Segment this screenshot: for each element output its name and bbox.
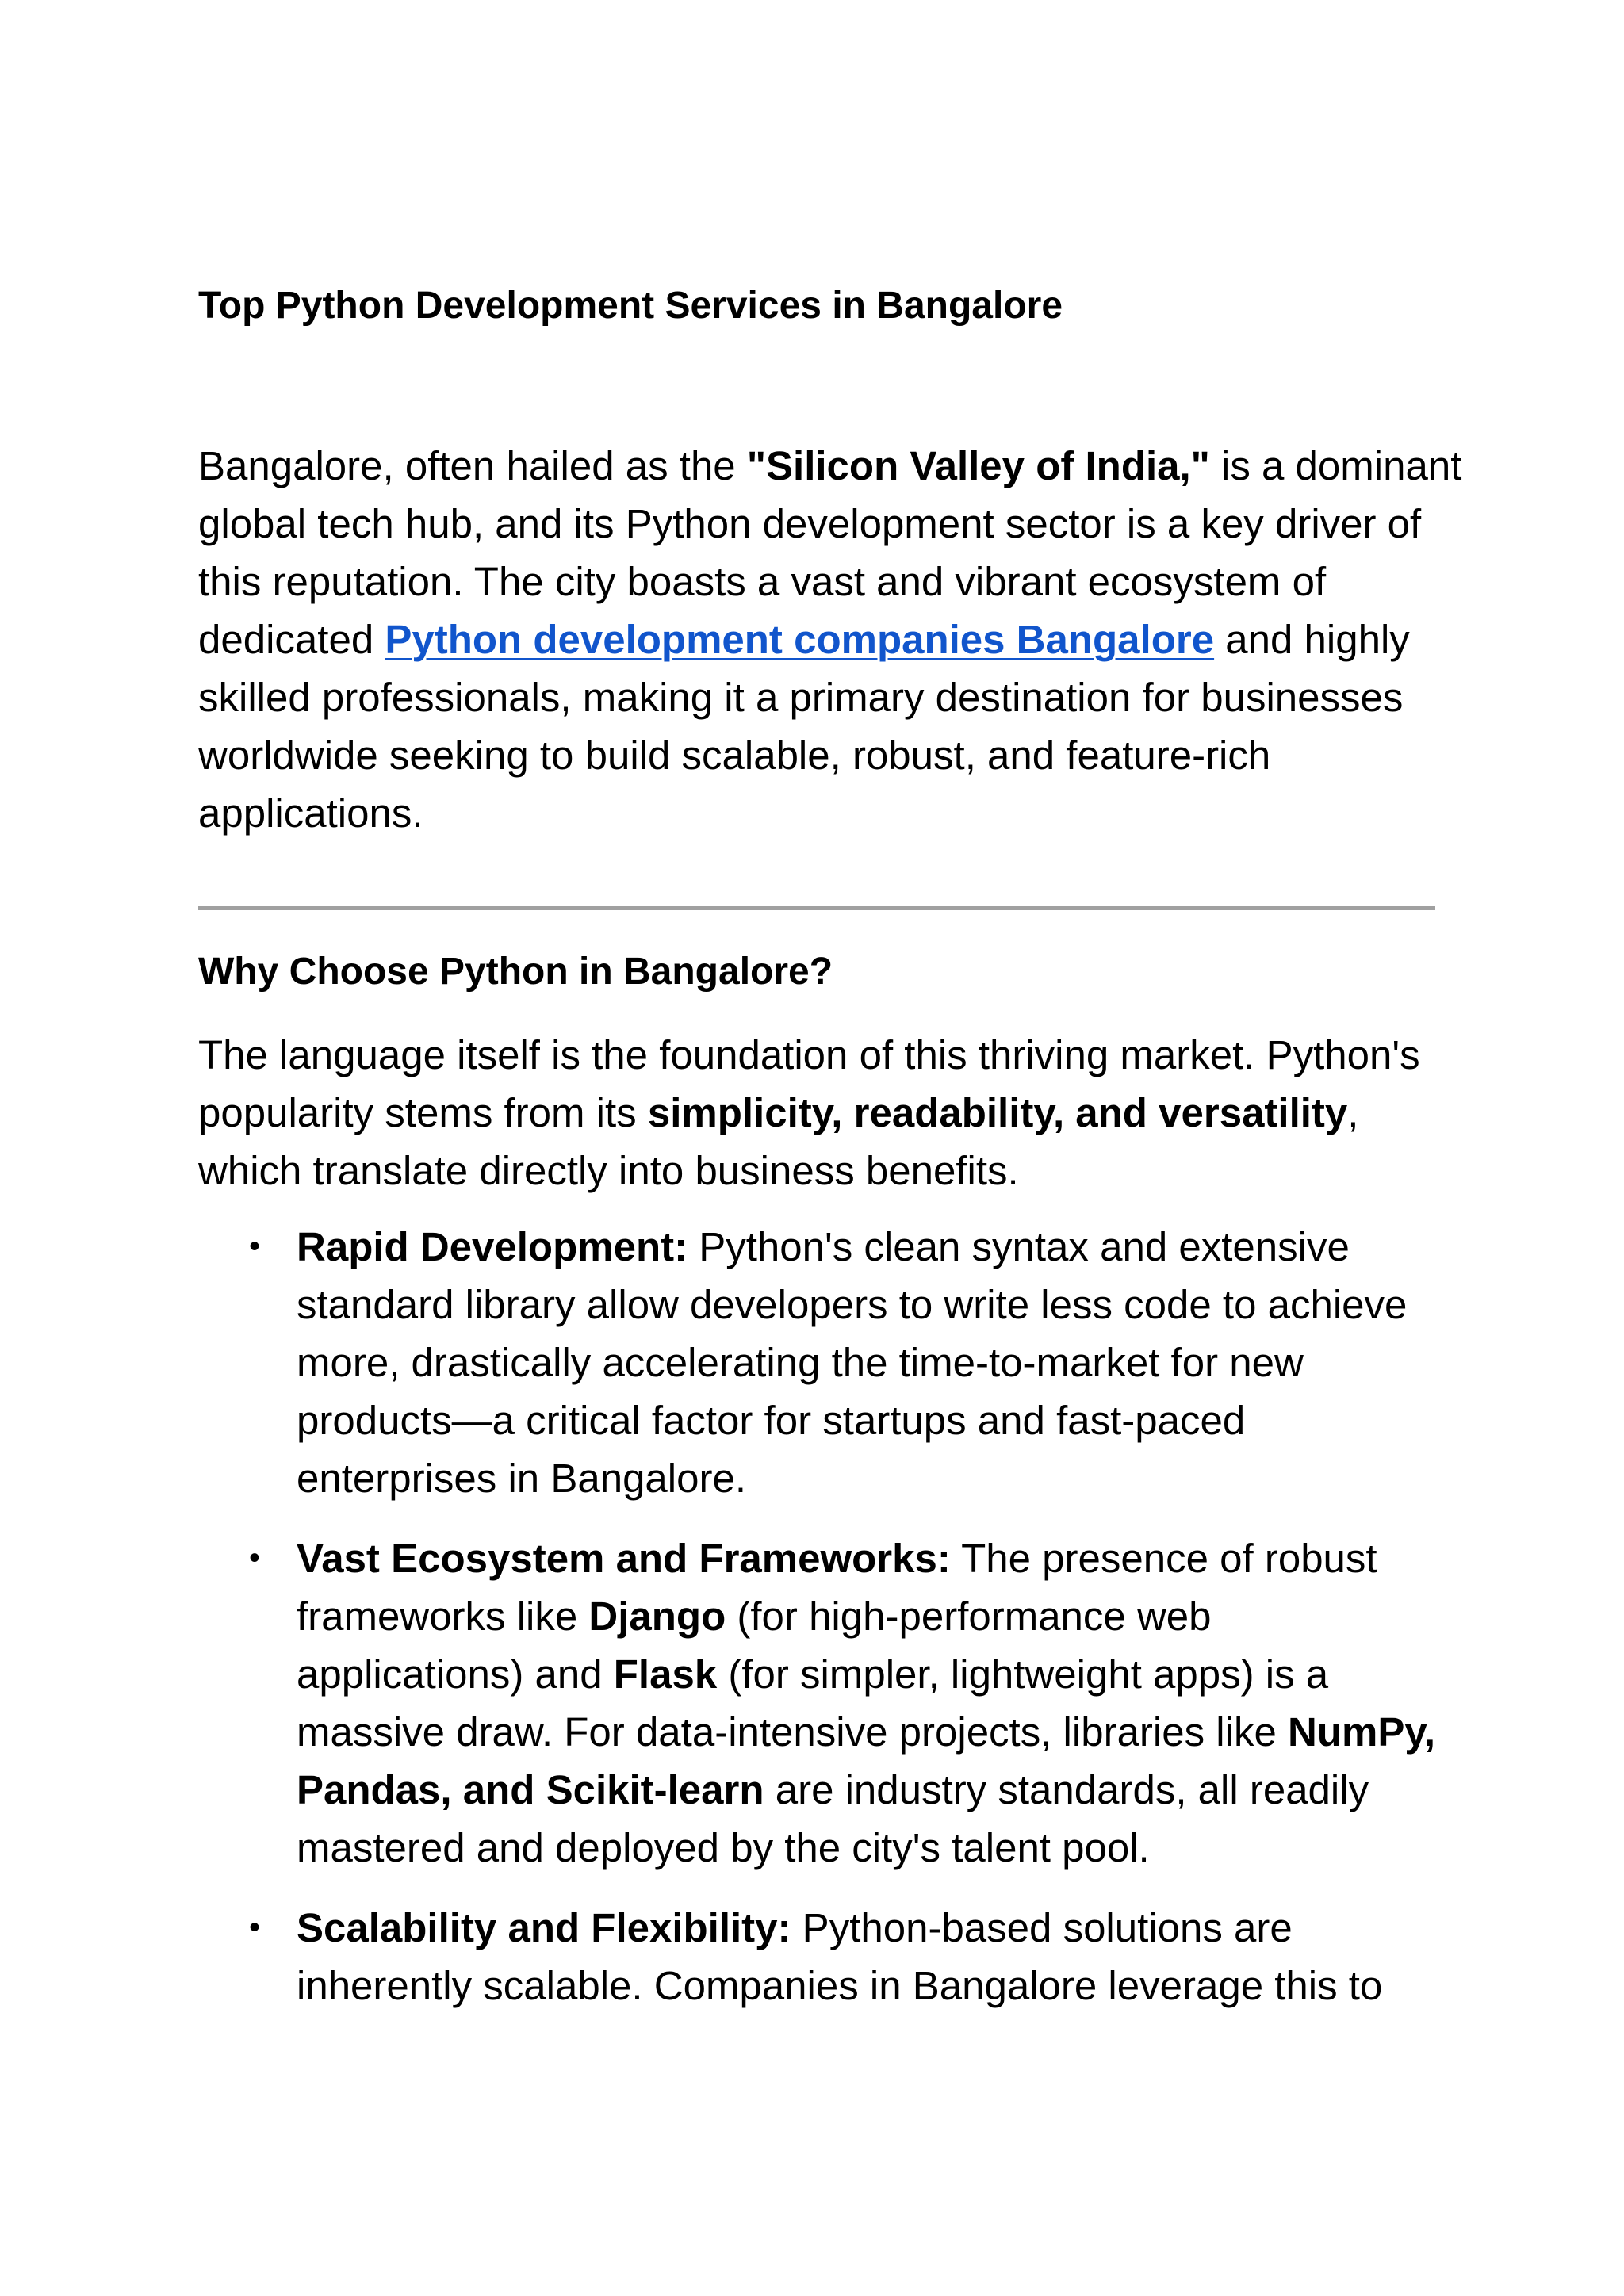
- intro-line: global tech hub, and its Python development sector is a key driver of: [198, 501, 1422, 546]
- bullet-text: applications) and: [297, 1651, 614, 1697]
- document-title: Top Python Development Services in Bangalore: [198, 285, 1063, 327]
- intro-text: and highly: [1214, 617, 1410, 662]
- section-text: ,: [1347, 1090, 1359, 1135]
- bullet-line: [297, 1587, 1442, 1645]
- bullet-text: frameworks like: [297, 1594, 589, 1639]
- intro-line: [198, 610, 1442, 668]
- bullet-line: mastered and deployed by the city's talent pool.: [297, 1825, 1150, 1870]
- section-line: [198, 1084, 1442, 1142]
- intro-line: worldwide seeking to build scalable, robust, and feature-rich: [198, 733, 1271, 778]
- intro-line: this reputation. The city boasts a vast and vibrant ecosystem of: [198, 559, 1327, 604]
- bullet-bold: Django: [588, 1594, 726, 1639]
- bullet-icon: •: [249, 1540, 261, 1575]
- bullet-label: Vast Ecosystem and Frameworks:: [297, 1536, 951, 1581]
- bullet-text: Python-based solutions are: [791, 1905, 1293, 1950]
- section-text: popularity stems from its: [198, 1090, 648, 1135]
- intro-paragraph: [198, 437, 1462, 842]
- bullet-line: enterprises in Bangalore.: [297, 1456, 747, 1501]
- list-item: [198, 1899, 1442, 2015]
- intro-line: [198, 437, 1462, 495]
- bullet-text: (for high-performance web: [726, 1594, 1212, 1639]
- bullet-line: [297, 1899, 1442, 1957]
- intro-text: dedicated: [198, 617, 385, 662]
- horizontal-divider: [198, 906, 1435, 910]
- bullet-bold: NumPy,: [1287, 1709, 1436, 1755]
- bullet-text: The presence of robust: [950, 1536, 1377, 1581]
- intro-text: Bangalore, often hailed as the: [198, 443, 747, 488]
- intro-line: skilled professionals, making it a primary destination for businesses: [198, 675, 1404, 720]
- section-paragraph: [198, 1026, 1442, 1200]
- bullet-line: [297, 1645, 1442, 1703]
- intro-text: is a dominant: [1209, 443, 1462, 488]
- bullet-line: [297, 1761, 1442, 1819]
- bullet-line: more, drastically accelerating the time-to-market for new: [297, 1340, 1304, 1385]
- bullet-line: products—a critical factor for startups and fast-paced: [297, 1398, 1246, 1443]
- bullet-icon: •: [249, 1910, 261, 1945]
- bullet-text: are industry standards, all readily: [764, 1767, 1369, 1812]
- intro-line: applications.: [198, 790, 423, 836]
- section-heading: Why Choose Python in Bangalore?: [198, 951, 833, 993]
- section-line: which translate directly into business benefits.: [198, 1148, 1019, 1193]
- bullet-text: massive draw. For data-intensive projects, libraries like: [297, 1709, 1288, 1755]
- bullet-label: Rapid Development:: [297, 1224, 688, 1269]
- bullet-line: [297, 1703, 1442, 1761]
- python-companies-link[interactable]: Python development companies Bangalore: [385, 617, 1215, 662]
- bullet-icon: •: [249, 1229, 261, 1264]
- benefits-list: [198, 1218, 1442, 2037]
- bullet-line: [297, 1218, 1442, 1276]
- bullet-text: (for simpler, lightweight apps) is a: [717, 1651, 1329, 1697]
- list-item: [198, 1218, 1442, 1507]
- section-bold: simplicity, readability, and versatility: [647, 1090, 1348, 1135]
- list-item: [198, 1529, 1442, 1877]
- bullet-bold: Flask: [613, 1651, 718, 1697]
- bullet-line: inherently scalable. Companies in Bangalore leverage this to: [297, 1963, 1383, 2008]
- section-line: The language itself is the foundation of this thriving market. Python's: [198, 1032, 1420, 1077]
- bullet-text: Python's clean syntax and extensive: [688, 1224, 1350, 1269]
- bullet-line: standard library allow developers to write less code to achieve: [297, 1282, 1408, 1327]
- bullet-line: [297, 1529, 1442, 1587]
- intro-bold: "Silicon Valley of India,": [746, 443, 1210, 488]
- bullet-label: Scalability and Flexibility:: [297, 1905, 791, 1950]
- bullet-bold: Pandas, and Scikit-learn: [297, 1767, 764, 1812]
